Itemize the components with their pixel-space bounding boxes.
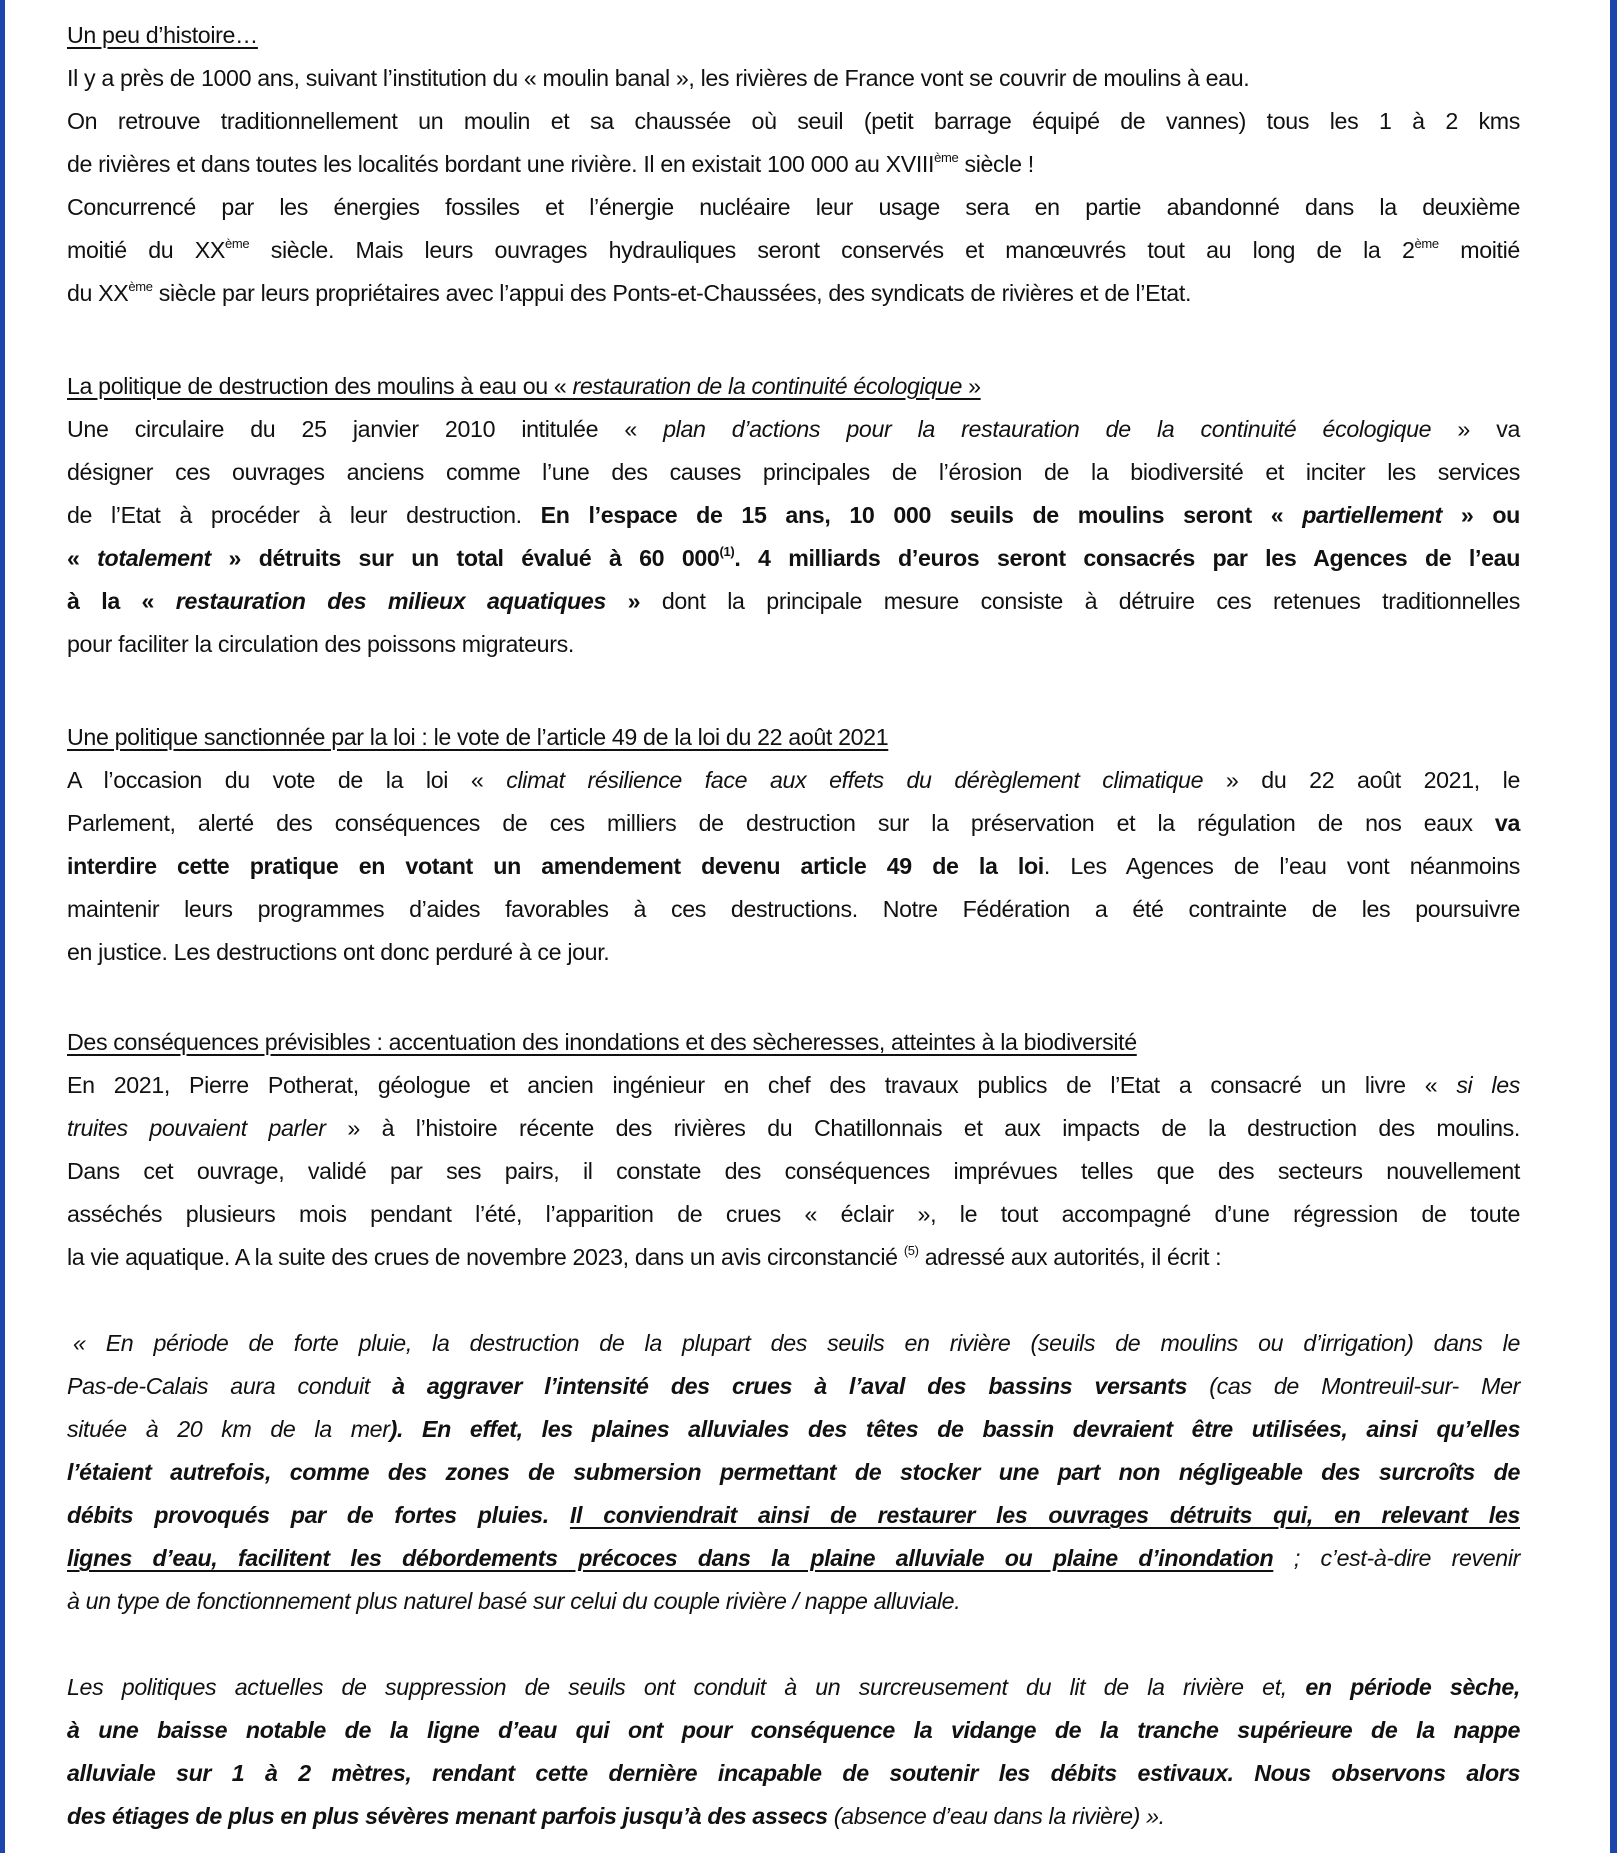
- text-segment: partiellement: [1302, 502, 1442, 528]
- text-line: [67, 1107, 1520, 1150]
- text-segment: du XX: [67, 280, 129, 306]
- text-segment: la vie aquatique. A la suite des crues de novembre 2023, dans un avis circonstancié: [67, 1244, 904, 1270]
- text-segment: (cas de Montreuil-sur- Mer: [1187, 1373, 1520, 1399]
- text-line: [67, 931, 1520, 974]
- text-segment: Un peu d’histoire…: [67, 22, 258, 48]
- text-segment: Il conviendrait ainsi de restaurer les ouvrages détruits qui, en relevant les: [569, 1502, 1520, 1528]
- text-segment: en période sèche,: [1305, 1674, 1521, 1700]
- page-border-right: [1610, 0, 1617, 1853]
- text-line: [67, 802, 1520, 845]
- superscript: ème: [128, 279, 153, 294]
- text-segment: située à 20 km de la mer: [67, 1416, 390, 1442]
- text-line: [67, 888, 1520, 931]
- text-segment: restauration des milieux aquatiques: [175, 588, 606, 614]
- section-heading: [67, 1021, 1520, 1064]
- text-segment: »: [962, 373, 981, 399]
- text-segment: Concurrencé par les énergies fossiles et l’énergie nucléaire leur usage sera en partie abandonné dans la deuxième: [67, 194, 1520, 220]
- text-line: [67, 845, 1520, 888]
- text-line: [67, 229, 1520, 272]
- text-segment: climat résilience face aux effets du dérèglement climatique: [506, 767, 1204, 793]
- text-segment: «: [67, 545, 98, 571]
- text-segment: ; c’est-à-dire revenir: [1273, 1545, 1520, 1571]
- text-segment: désigner ces ouvrages anciens comme l’une des causes principales de l’érosion de la biodiversité et inciter les services: [67, 459, 1520, 485]
- text-segment: de l’Etat à procéder à leur destruction.: [67, 502, 541, 528]
- text-line: [67, 1494, 1520, 1537]
- text-segment: siècle !: [958, 151, 1034, 177]
- text-segment: Des conséquences prévisibles : accentuation des inondations et des sècheresses, atteintes à la biodiversité: [67, 1029, 1137, 1055]
- section-heading: [67, 716, 1520, 759]
- text-segment: restauration de la continuité écologique: [572, 373, 962, 399]
- text-segment: Parlement, alerté des conséquences de ces milliers de destruction sur la préservation et la régulation de nos eaux: [67, 810, 1495, 836]
- text-segment: adressé aux autorités, il écrit :: [918, 1244, 1222, 1270]
- text-line: [67, 759, 1520, 802]
- superscript: ème: [934, 150, 959, 165]
- text-segment: (absence d’eau dans la rivière) ».: [827, 1803, 1165, 1829]
- text-line: [67, 1193, 1520, 1236]
- page-border-left: [0, 0, 5, 1853]
- text-segment: si les: [1456, 1072, 1520, 1098]
- text-segment: maintenir leurs programmes d’aides favorables à ces destructions. Notre Fédération a été contrainte de les poursuivre: [67, 896, 1520, 922]
- text-segment: » du 22 août 2021, le: [1203, 767, 1521, 793]
- text-segment: dont la principale mesure consiste à détruire ces retenues traditionnelles: [640, 588, 1520, 614]
- text-segment: ). En effet, les plaines alluviales des têtes de bassin devraient être utilisées, ainsi qu’elles: [389, 1416, 1520, 1442]
- text-segment: va: [1494, 810, 1520, 836]
- text-line: [67, 1064, 1520, 1107]
- text-line: [67, 1408, 1520, 1451]
- text-segment: alluviale sur 1 à 2 mètres, rendant cette dernière incapable de soutenir les débits estivaux. Nous observons alors: [67, 1760, 1520, 1786]
- text-line: [67, 1666, 1520, 1709]
- section-heading: [67, 14, 1520, 57]
- text-line: [67, 1580, 1520, 1623]
- text-segment: » détruits sur un total évalué à 60 000: [210, 545, 720, 571]
- text-segment: » va: [1431, 416, 1520, 442]
- text-line: [67, 1795, 1520, 1838]
- superscript: ème: [225, 236, 250, 251]
- text-segment: La politique de destruction des moulins à eau ou «: [67, 373, 573, 399]
- text-line: [67, 451, 1520, 494]
- text-segment: Les politiques actuelles de suppression de seuils ont conduit à un surcreusement du lit de la rivière et,: [67, 1674, 1306, 1700]
- text-segment: pour faciliter la circulation des poissons migrateurs.: [67, 631, 574, 657]
- text-segment: Dans cet ouvrage, validé par ses pairs, il constate des conséquences imprévues telles que des secteurs nouvellement: [67, 1158, 1520, 1184]
- text-line: [67, 143, 1520, 186]
- text-line: [67, 1752, 1520, 1795]
- superscript: (1): [719, 544, 735, 559]
- text-line: [67, 537, 1520, 580]
- superscript: ème: [1414, 236, 1439, 251]
- text-segment: interdire cette pratique en votant un amendement devenu article 49 de la loi: [67, 853, 1044, 879]
- text-segment: lignes d’eau, facilitent les débordements précoces dans la plaine alluviale ou plaine d’inondation: [67, 1545, 1274, 1571]
- text-line: [67, 1150, 1520, 1193]
- text-segment: siècle. Mais leurs ouvrages hydrauliques seront conservés et manœuvrés tout au long de la 2: [249, 237, 1415, 263]
- text-line: [67, 1537, 1520, 1580]
- text-segment: l’étaient autrefois, comme des zones de submersion permettant de stocker une part non négligeable des surcroîts de: [67, 1459, 1520, 1485]
- text-segment: débits provoqués par de fortes pluies.: [67, 1502, 570, 1528]
- text-line: [67, 100, 1520, 143]
- text-segment: » à l’histoire récente des rivières du Chatillonnais et aux impacts de la destruction des moulins.: [325, 1115, 1520, 1141]
- text-segment: de rivières et dans toutes les localités bordant une rivière. Il en existait 100 000 au XVIII: [67, 151, 935, 177]
- text-line: [67, 57, 1520, 100]
- text-segment: En l’espace de 15 ans, 10 000 seuils de moulins seront «: [540, 502, 1303, 528]
- text-segment: moitié: [1438, 237, 1520, 263]
- text-segment: à un type de fonctionnement plus naturel basé sur celui du couple rivière / nappe alluviale.: [67, 1588, 961, 1614]
- text-segment: truites pouvaient parler: [67, 1115, 326, 1141]
- text-segment: »: [605, 588, 641, 614]
- text-line: [73, 1322, 1520, 1365]
- section-heading: [67, 365, 1520, 408]
- text-segment: Une politique sanctionnée par la loi : le vote de l’article 49 de la loi du 22 août 2021: [67, 724, 889, 750]
- text-segment: . 4 milliards d’euros seront consacrés par les Agences de l’eau: [734, 545, 1521, 571]
- text-line: [67, 1365, 1520, 1408]
- text-segment: . Les Agences de l’eau vont néanmoins: [1043, 853, 1520, 879]
- text-segment: à la «: [67, 588, 176, 614]
- text-line: [67, 623, 1520, 666]
- text-segment: des étiages de plus en plus sévères menant parfois jusqu’à des assecs: [67, 1803, 828, 1829]
- text-segment: Pas-de-Calais aura conduit: [67, 1373, 393, 1399]
- text-segment: moitié du XX: [67, 237, 226, 263]
- text-segment: en justice. Les destructions ont donc perduré à ce jour.: [67, 939, 610, 965]
- text-line: [67, 408, 1520, 451]
- text-line: [67, 272, 1520, 315]
- text-segment: totalement: [97, 545, 211, 571]
- text-line: [67, 494, 1520, 537]
- text-segment: asséchés plusieurs mois pendant l’été, l’apparition de crues « éclair », le tout accompagné d’une régression de toute: [67, 1201, 1520, 1227]
- text-segment: plan d’actions pour la restauration de la continuité écologique: [663, 416, 1432, 442]
- superscript: (5): [903, 1243, 919, 1258]
- text-segment: Il y a près de 1000 ans, suivant l’institution du « moulin banal », les rivières de France vont se couvrir de moulins à eau.: [67, 65, 1250, 91]
- text-segment: à aggraver l’intensité des crues à l’aval des bassins versants: [392, 1373, 1188, 1399]
- text-line: [67, 1236, 1520, 1279]
- text-segment: Une circulaire du 25 janvier 2010 intitulée «: [67, 416, 664, 442]
- text-line: [67, 1709, 1520, 1752]
- text-segment: siècle par leurs propriétaires avec l’appui des Ponts-et-Chaussées, des syndicats de rivières et de l’Etat.: [152, 280, 1192, 306]
- text-line: [67, 1451, 1520, 1494]
- text-segment: En 2021, Pierre Potherat, géologue et ancien ingénieur en chef des travaux publics de l’Etat a consacré un livre «: [67, 1072, 1457, 1098]
- text-segment: » ou: [1442, 502, 1520, 528]
- text-line: [67, 186, 1520, 229]
- text-segment: « En période de forte pluie, la destruction de la plupart des seuils en rivière (seuils de moulins ou d’irrigation) dans le: [73, 1330, 1520, 1356]
- text-line: [67, 580, 1520, 623]
- text-segment: On retrouve traditionnellement un moulin et sa chaussée où seuil (petit barrage équipé de vannes) tous les 1 à 2 kms: [67, 108, 1520, 134]
- text-segment: A l’occasion du vote de la loi «: [67, 767, 507, 793]
- text-segment: à une baisse notable de la ligne d’eau qui ont pour conséquence la vidange de la tranche supérieure de la nappe: [67, 1717, 1520, 1743]
